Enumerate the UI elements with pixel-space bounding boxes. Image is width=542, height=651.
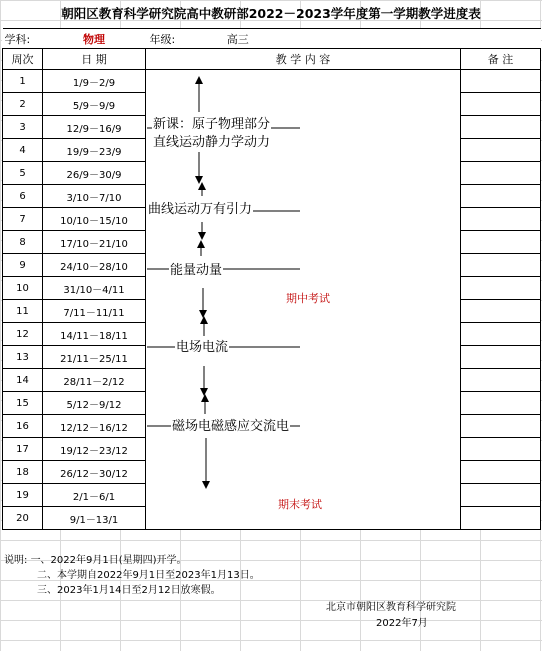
week-cell: 8 [3, 231, 43, 254]
date-cell: 3/10－7/10 [43, 185, 146, 208]
table-row [3, 323, 541, 346]
date-cell: 7/11－11/11 [43, 300, 146, 323]
meta-row [3, 29, 541, 49]
signature-org: 北京市朝阳区教育科学研究院 [326, 602, 456, 613]
content-cell [146, 438, 461, 461]
table-row [3, 70, 541, 93]
header-content: 教 学 内 容 [146, 49, 461, 70]
table-row [3, 185, 541, 208]
content-cell [146, 277, 461, 300]
notes-label: 说明: [4, 555, 28, 566]
week-cell: 16 [3, 415, 43, 438]
content-cell [146, 392, 461, 415]
remark-cell [461, 162, 541, 185]
content-cell [146, 415, 461, 438]
content-cell [146, 185, 461, 208]
remark-cell [461, 415, 541, 438]
remark-cell [461, 484, 541, 507]
content-cell [146, 369, 461, 392]
week-cell: 6 [3, 185, 43, 208]
topic-energy-momentum: 能量动量 [170, 263, 223, 278]
date-cell: 2/1－6/1 [43, 484, 146, 507]
content-cell [146, 300, 461, 323]
final-exam-label: 期末考试 [278, 498, 322, 511]
week-cell: 13 [3, 346, 43, 369]
week-cell: 18 [3, 461, 43, 484]
table-row [3, 484, 541, 507]
remark-cell [461, 116, 541, 139]
week-cell: 17 [3, 438, 43, 461]
date-cell: 10/10－15/10 [43, 208, 146, 231]
remark-cell [461, 346, 541, 369]
content-cell [146, 254, 461, 277]
remark-cell [461, 70, 541, 93]
week-cell: 7 [3, 208, 43, 231]
topic-curvilinear-gravitation: 曲线运动万有引力 [148, 202, 253, 217]
table-row [3, 438, 541, 461]
content-cell [146, 70, 461, 93]
table-row [3, 254, 541, 277]
week-cell: 1 [3, 70, 43, 93]
topic-atomic-physics: 新课：原子物理部分 [153, 117, 271, 132]
date-cell: 14/11－18/11 [43, 323, 146, 346]
content-cell [146, 323, 461, 346]
note-item-1: 一、2022年9月1日(星期四)开学。 [30, 555, 187, 566]
table-row [3, 300, 541, 323]
header-remark: 备 注 [461, 49, 541, 70]
table-row [3, 116, 541, 139]
week-cell: 12 [3, 323, 43, 346]
content-cell [146, 346, 461, 369]
meta-empty [461, 29, 541, 49]
table-row [3, 369, 541, 392]
remark-cell [461, 231, 541, 254]
content-cell [146, 93, 461, 116]
subject-value: 物理 [43, 29, 146, 49]
date-cell: 26/12－30/12 [43, 461, 146, 484]
remark-cell [461, 438, 541, 461]
content-cell [146, 507, 461, 530]
week-cell: 11 [3, 300, 43, 323]
remark-cell [461, 323, 541, 346]
table-row [3, 208, 541, 231]
schedule-rows [3, 70, 541, 530]
note-item-2: 二、本学期自2022年9月1日至2023年1月13日。 [37, 570, 260, 581]
remark-cell [461, 300, 541, 323]
header-date: 日 期 [43, 49, 146, 70]
table-row [3, 415, 541, 438]
note-item-3: 三、2023年1月14日至2月12日放寒假。 [37, 585, 221, 596]
subject-label: 学科: [3, 29, 43, 49]
week-cell: 19 [3, 484, 43, 507]
week-cell: 15 [3, 392, 43, 415]
content-cell [146, 162, 461, 185]
week-cell: 9 [3, 254, 43, 277]
header-row [3, 49, 541, 70]
table-row [3, 507, 541, 530]
remark-cell [461, 254, 541, 277]
header-week: 周次 [3, 49, 43, 70]
date-cell: 17/10－21/10 [43, 231, 146, 254]
date-cell: 28/11－2/12 [43, 369, 146, 392]
signature-date: 2022年7月 [376, 618, 428, 629]
note-line-1 [4, 553, 260, 568]
content-cell [146, 208, 461, 231]
notes-section [4, 553, 260, 598]
remark-cell [461, 277, 541, 300]
date-cell: 12/12－16/12 [43, 415, 146, 438]
date-cell: 19/9－23/9 [43, 139, 146, 162]
date-cell: 19/12－23/12 [43, 438, 146, 461]
remark-cell [461, 507, 541, 530]
week-cell: 2 [3, 93, 43, 116]
topic-magnetism-induction-ac: 磁场电磁感应交流电 [172, 419, 290, 434]
remark-cell [461, 369, 541, 392]
table-row [3, 231, 541, 254]
topic-electric-field-current: 电场电流 [176, 340, 229, 355]
remark-cell [461, 185, 541, 208]
date-cell: 12/9－16/9 [43, 116, 146, 139]
remark-cell [461, 392, 541, 415]
date-cell: 5/12－9/12 [43, 392, 146, 415]
week-cell: 14 [3, 369, 43, 392]
date-cell: 21/11－25/11 [43, 346, 146, 369]
table-row [3, 346, 541, 369]
remark-cell [461, 139, 541, 162]
schedule-table [2, 28, 541, 530]
grade-label: 年级: [149, 32, 176, 46]
grade-value: 高三 [226, 32, 249, 46]
table-row [3, 392, 541, 415]
week-cell: 3 [3, 116, 43, 139]
date-cell: 5/9－9/9 [43, 93, 146, 116]
week-cell: 5 [3, 162, 43, 185]
content-cell [146, 231, 461, 254]
date-cell: 26/9－30/9 [43, 162, 146, 185]
remark-cell [461, 461, 541, 484]
week-cell: 20 [3, 507, 43, 530]
table-row [3, 277, 541, 300]
date-cell: 9/1－13/1 [43, 507, 146, 530]
content-cell [146, 461, 461, 484]
week-cell: 10 [3, 277, 43, 300]
remark-cell [461, 93, 541, 116]
content-cell [146, 484, 461, 507]
table-row [3, 93, 541, 116]
midterm-exam-label: 期中考试 [286, 292, 330, 305]
grade-cell [146, 29, 461, 49]
table-row [3, 139, 541, 162]
date-cell: 1/9－2/9 [43, 70, 146, 93]
table-row [3, 162, 541, 185]
content-cell [146, 139, 461, 162]
date-cell: 24/10－28/10 [43, 254, 146, 277]
topic-mechanics: 直线运动静力学动力 [153, 135, 271, 150]
week-cell: 4 [3, 139, 43, 162]
page-title: 朝阳区教育科学研究院高中教研部2022－2023学年度第一学期教学进度表 [61, 6, 481, 21]
remark-cell [461, 208, 541, 231]
content-cell [146, 116, 461, 139]
table-row [3, 461, 541, 484]
date-cell: 31/10－4/11 [43, 277, 146, 300]
